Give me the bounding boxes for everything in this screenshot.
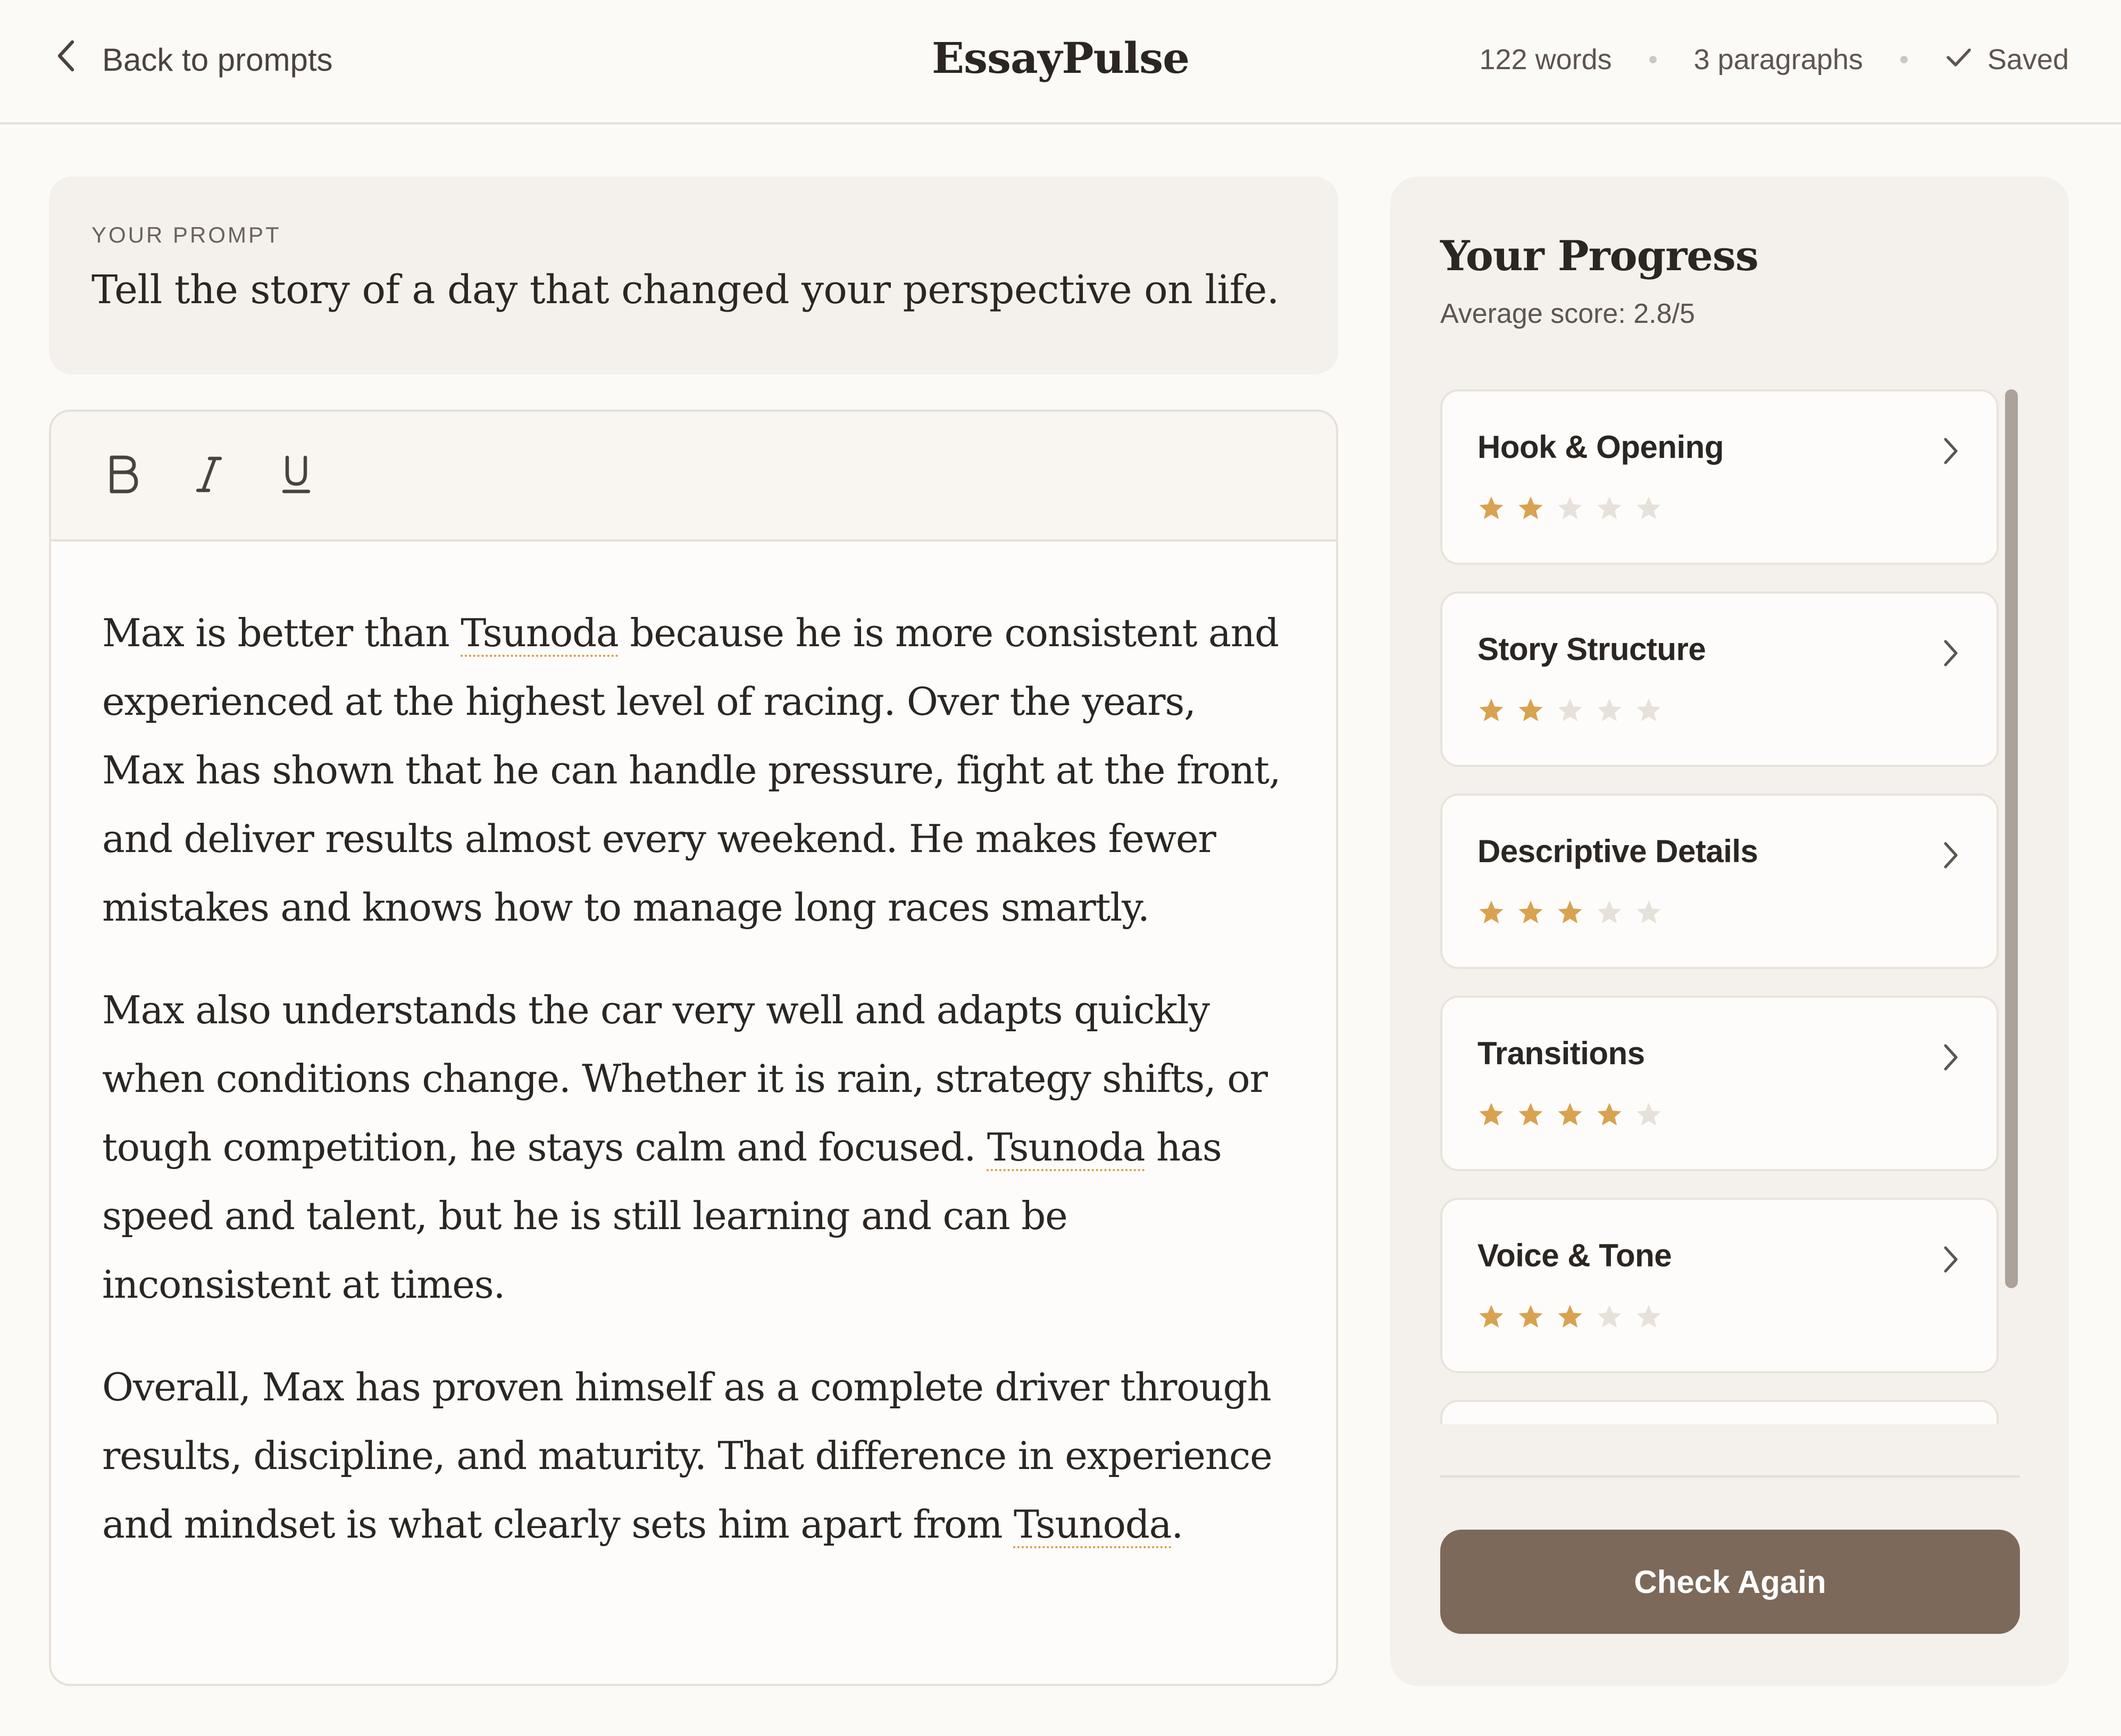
chevron-right-icon — [1941, 1042, 1960, 1072]
average-score: Average score: 2.8/5 — [1440, 298, 1695, 329]
essay-paragraph — [102, 976, 1285, 1319]
underline-icon — [278, 454, 315, 497]
criterion-name: Descriptive Details — [1477, 833, 1758, 869]
criterion-card[interactable] — [1440, 996, 1999, 1171]
separator-dot — [1649, 56, 1657, 63]
checkmark-icon — [1945, 43, 1973, 76]
star-filled-icon — [1477, 1101, 1505, 1128]
essay-text-area[interactable] — [51, 541, 1336, 1559]
save-status — [1945, 43, 2069, 76]
document-stats — [1479, 40, 2069, 79]
star-filled-icon — [1517, 1101, 1544, 1128]
criterion-card[interactable] — [1440, 794, 1999, 969]
essay-paragraph — [102, 1353, 1285, 1559]
criterion-name: Voice & Tone — [1477, 1238, 1672, 1273]
chevron-right-icon — [1941, 638, 1960, 668]
paragraph-count: 3 paragraphs — [1693, 44, 1863, 76]
criterion-card[interactable] — [1440, 1198, 1999, 1373]
essay-text-run: has speed and talent, but he is still learning and can be inconsistent at times. — [102, 1125, 1222, 1307]
criterion-name: Hook & Opening — [1477, 429, 1724, 465]
italic-button[interactable] — [186, 453, 232, 498]
italic-icon — [190, 454, 228, 497]
star-empty-icon — [1596, 495, 1623, 521]
star-empty-icon — [1635, 697, 1663, 723]
essay-paragraph — [102, 599, 1285, 942]
criterion-card[interactable] — [1440, 1400, 1999, 1424]
star-filled-icon — [1477, 495, 1505, 521]
star-empty-icon — [1556, 697, 1584, 723]
star-rating — [1477, 1303, 1663, 1330]
star-rating — [1477, 899, 1663, 925]
save-status-label: Saved — [1987, 44, 2069, 76]
prompt-text: Tell the story of a day that changed your perspective on life. — [91, 267, 1279, 313]
spelling-flag[interactable]: Tsunoda — [1013, 1502, 1172, 1547]
star-filled-icon — [1477, 697, 1505, 723]
star-empty-icon — [1596, 1303, 1623, 1330]
star-filled-icon — [1517, 1303, 1544, 1330]
star-empty-icon — [1635, 1101, 1663, 1128]
criterion-card[interactable] — [1440, 389, 1999, 565]
separator-dot — [1900, 56, 1908, 63]
star-empty-icon — [1556, 495, 1584, 521]
progress-title: Your Progress — [1440, 232, 1758, 280]
chevron-right-icon — [1941, 436, 1960, 466]
essay-text-run: Overall, Max has proven himself as a complete driver through results, discipline, and maturity. That difference in experience and mindset is what clearly sets him apart from — [102, 1365, 1272, 1547]
star-filled-icon — [1517, 495, 1544, 521]
star-rating — [1477, 495, 1663, 521]
word-count: 122 words — [1479, 44, 1612, 76]
app-title: EssayPulse — [931, 33, 1190, 83]
progress-panel — [1390, 177, 2069, 1686]
star-filled-icon — [1596, 1101, 1623, 1128]
spelling-flag[interactable]: Tsunoda — [987, 1125, 1145, 1170]
star-empty-icon — [1635, 495, 1663, 521]
star-empty-icon — [1635, 899, 1663, 925]
star-filled-icon — [1517, 899, 1544, 925]
formatting-toolbar — [51, 412, 1336, 541]
check-again-button[interactable]: Check Again — [1440, 1530, 2020, 1634]
prompt-card — [49, 177, 1338, 374]
chevron-right-icon — [1941, 1245, 1960, 1274]
divider — [1440, 1475, 2020, 1478]
star-filled-icon — [1517, 697, 1544, 723]
star-filled-icon — [1556, 899, 1584, 925]
top-bar — [0, 0, 2121, 124]
bold-icon — [103, 454, 140, 497]
essay-text-run: because he is more consistent and experienced at the highest level of racing. Over the years, Max has shown that he can handle pressure, fight at the front, and deliver results almost every weekend. He makes fewer mistakes and knows how to manage long races smartly. — [102, 611, 1281, 930]
star-rating — [1477, 697, 1663, 723]
back-label: Back to prompts — [102, 41, 333, 78]
star-filled-icon — [1556, 1303, 1584, 1330]
star-filled-icon — [1556, 1101, 1584, 1128]
spelling-flag[interactable]: Tsunoda — [461, 611, 619, 655]
star-filled-icon — [1477, 899, 1505, 925]
star-empty-icon — [1635, 1303, 1663, 1330]
criterion-name: Transitions — [1477, 1036, 1645, 1071]
star-empty-icon — [1596, 697, 1623, 723]
chevron-right-icon — [1941, 840, 1960, 870]
star-rating — [1477, 1101, 1663, 1128]
underline-button[interactable] — [273, 453, 319, 498]
prompt-label: YOUR PROMPT — [91, 222, 281, 247]
bold-button[interactable] — [99, 453, 145, 498]
criterion-card[interactable] — [1440, 591, 1999, 767]
criteria-scrollbar-thumb[interactable] — [2005, 389, 2018, 1288]
star-empty-icon — [1596, 899, 1623, 925]
star-filled-icon — [1477, 1303, 1505, 1330]
criteria-list — [1440, 389, 1999, 1424]
criterion-name: Story Structure — [1477, 631, 1706, 667]
essay-text-run: Max also understands the car very well and adapts quickly when conditions change. Whether it is rain, strategy shifts, or tough competition, he stays calm and focused. — [102, 988, 1267, 1170]
essay-text-run: Max is better than — [102, 611, 461, 655]
essay-text-run: . — [1171, 1502, 1183, 1547]
essay-editor — [49, 410, 1338, 1686]
